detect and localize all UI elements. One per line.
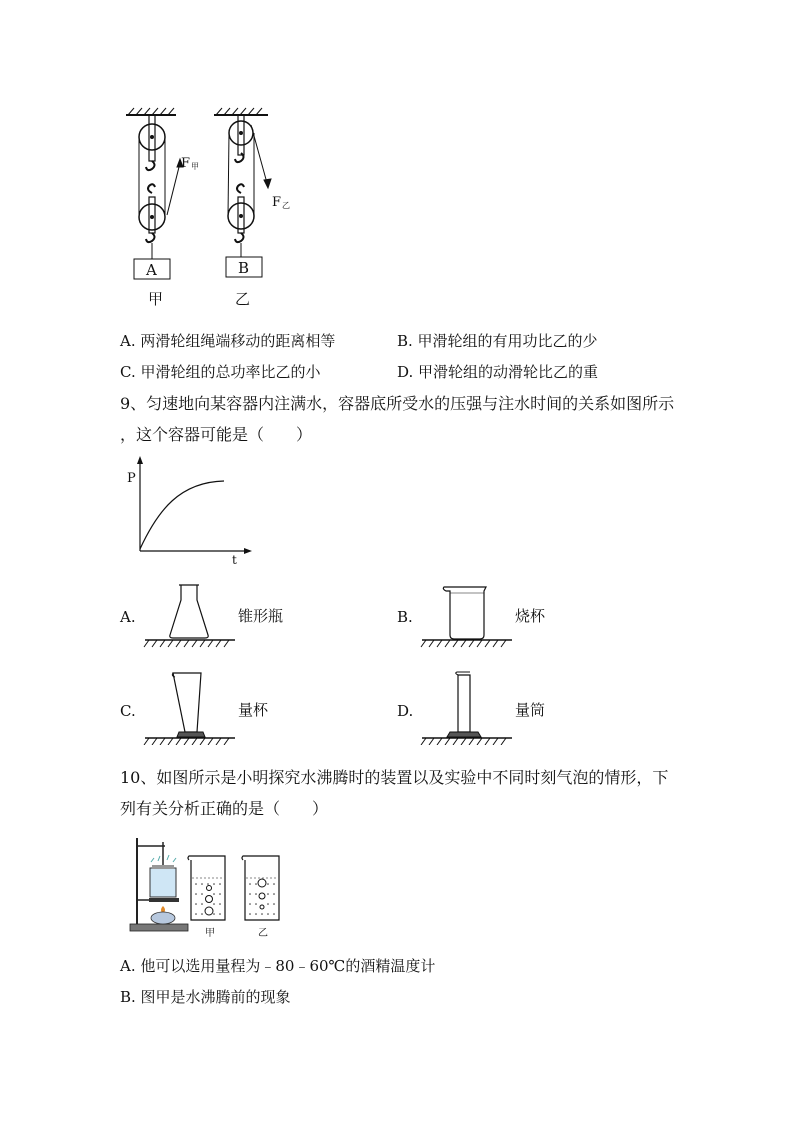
fixed-pulley-yi — [229, 115, 253, 162]
rope-yi — [228, 125, 271, 216]
q9-option-a-label[interactable]: 锥形瓶 — [238, 607, 284, 625]
graph-y-label: P — [127, 471, 136, 486]
q10-question-line2: 列有关分析正确的是（ ） — [120, 799, 329, 818]
boiling-experiment-figure — [125, 832, 285, 940]
measuring-cup-figure — [143, 670, 238, 745]
graduated-cylinder-figure — [420, 670, 515, 745]
alcohol-lamp — [151, 906, 175, 924]
q10-question-line1: 10、如图所示是小明探究水沸腾时的装置以及实验中不同时刻气泡的情形，下 — [120, 768, 669, 787]
conical-flask-figure — [143, 580, 238, 650]
block-b-label: B — [238, 259, 250, 277]
q9-option-d-label[interactable]: 量筒 — [515, 701, 546, 719]
q8-option-d[interactable]: D. 甲滑轮组的动滑轮比乙的重 — [397, 363, 599, 381]
movable-pulley-jia — [139, 184, 165, 259]
q9-question-line1: 9、匀速地向某容器内注满水，容器底所受水的压强与注水时间的关系如图所示 — [120, 394, 675, 413]
fixed-pulley-jia — [139, 115, 165, 170]
caption-yi: 乙 — [235, 290, 251, 308]
force-yi-label: F — [272, 195, 282, 210]
beaker-jia — [188, 856, 225, 920]
force-jia-label: F — [181, 156, 191, 171]
ceiling-jia — [126, 108, 176, 115]
q9-question-line2: ，这个容器可能是（ ） — [120, 425, 313, 444]
q10-option-b[interactable]: B. 图甲是水沸腾前的现象 — [120, 988, 291, 1006]
q8-option-b[interactable]: B. 甲滑轮组的有用功比乙的少 — [397, 332, 598, 350]
q8-option-c[interactable]: C. 甲滑轮组的总功率比乙的小 — [120, 363, 321, 381]
pulley-figure — [110, 105, 310, 310]
fig-jia-label: 甲 — [205, 928, 215, 939]
q9-option-b-label[interactable]: 烧杯 — [515, 607, 546, 625]
movable-pulley-yi — [228, 184, 254, 257]
caption-jia: 甲 — [148, 290, 164, 308]
q9-option-d-letter[interactable]: D. — [397, 702, 414, 720]
q9-pressure-graph — [120, 455, 260, 570]
q9-option-b-letter[interactable]: B. — [397, 608, 413, 626]
block-a-label: A — [146, 261, 157, 279]
fig-yi-label: 乙 — [258, 928, 268, 939]
q9-option-a-letter[interactable]: A. — [120, 608, 136, 626]
q10-option-a[interactable]: A. 他可以选用量程为﹣80﹣60℃的酒精温度计 — [120, 957, 436, 975]
graph-x-label: t — [232, 553, 237, 567]
q8-option-a[interactable]: A. 两滑轮组绳端移动的距离相等 — [120, 332, 336, 350]
q9-option-c-label[interactable]: 量杯 — [238, 701, 269, 719]
beaker-yi — [242, 856, 279, 920]
force-jia-sub: 甲 — [191, 162, 199, 171]
ceiling-yi — [214, 108, 268, 115]
q9-option-c-letter[interactable]: C. — [120, 702, 136, 720]
force-yi-sub: 乙 — [282, 201, 290, 210]
beaker-figure — [420, 585, 515, 650]
